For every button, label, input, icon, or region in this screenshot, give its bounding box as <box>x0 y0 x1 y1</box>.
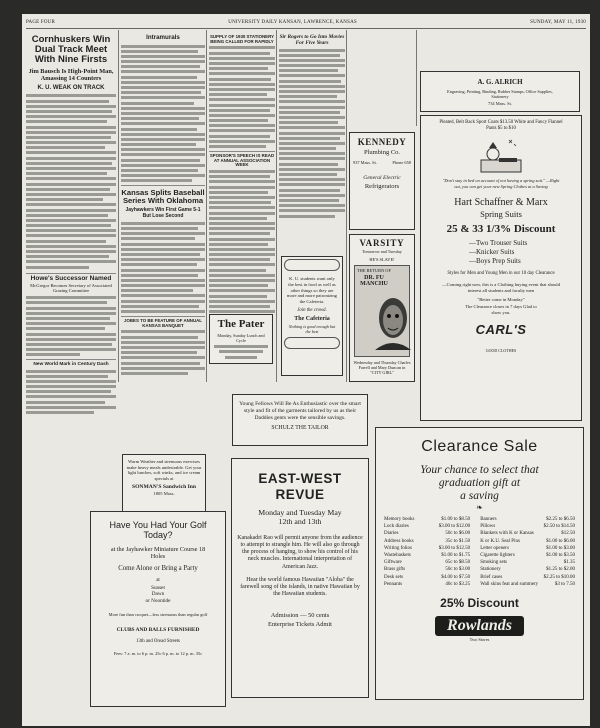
ad-sandwich-name: SONMAN'S Sandwich Inn <box>131 484 197 491</box>
varsity-film-line1: THE RETURN OF <box>357 268 391 273</box>
kennedy-name: KENNEDY <box>357 137 407 147</box>
ornament-icon: ❧ <box>476 503 483 512</box>
golf-invite: Come Alone or Bring a Party <box>118 564 198 572</box>
clearance-line1: Your chance to select that <box>420 464 539 476</box>
price-row: Brief cases $2.25 to $10.00 <box>480 574 575 580</box>
column-stationery <box>209 32 275 332</box>
golf-fees: Fees: 7 a. m. to 6 p. m. 25c 6 p. m. to 12 p. m. 35c <box>113 651 203 657</box>
headline-rogers: Sir Rogers to Go Into Movies For Five Years <box>279 34 345 46</box>
golf-at: at <box>156 577 160 583</box>
schulz-text: Young Fellows Will Be As Enthusiastic over the smart style and fit of the garments tailored by us as their Daddies gents were the sensible savings. <box>239 401 361 421</box>
alrich-name: A. G. ALRICH <box>477 78 523 86</box>
revue-title-1: EAST-WEST <box>258 471 342 486</box>
masthead <box>26 16 586 29</box>
golf-time: Dawn <box>151 591 165 598</box>
headline-intramurals: Intramurals <box>146 34 180 41</box>
revue-body-1: Kanakadri Rao will permit anyone from the audience to attempt to strangle him. He will also go through the process of hanging, to show his control of his neck muscles. International interpretation of American Jazz. <box>237 534 363 570</box>
ad-schulz <box>232 394 368 446</box>
varsity-line: Tomorrow and Tuesday <box>362 249 402 254</box>
clearance-line3: a saving <box>460 490 499 502</box>
varsity-film-title: DR. FU MANCHU <box>360 275 388 288</box>
subhead-ku-weak: K. U. WEAK ON TRACK <box>37 85 105 92</box>
villain-face-icon <box>355 266 413 354</box>
carls-item-list <box>469 239 581 266</box>
alrich-addr: 734 Mass. St. <box>488 101 512 106</box>
headline-howe: Howe's Successor Named <box>26 273 116 283</box>
price-row: Smoking sets $1.35 <box>480 560 575 566</box>
ad-sandwich-addr: 1805 Mass. <box>153 491 175 497</box>
paper-name: UNIVERSITY DAILY KANSAN, LAWRENCE, KANSAS <box>228 19 357 25</box>
price-row: Memory books $1.00 to $8.50 <box>384 517 471 522</box>
golf-time: or Noontide <box>145 597 171 604</box>
revue-tickets: Enterprise Tickets Admit <box>268 621 332 629</box>
ad-sandwich-text: Warm Weather and strenuous exercises make heavy meals undesirable. Get your light lunches, soft winks, and ice cream specials at <box>126 459 202 481</box>
revue-title-2: REVUE <box>275 487 325 502</box>
ad-varsity <box>349 234 415 382</box>
ad-east-west-revue <box>231 458 369 698</box>
varsity-promo: HE'S SLAVE! <box>369 257 395 262</box>
carls-logo-sub: GOOD CLOTHES <box>485 348 517 354</box>
revue-dates: Monday and Tuesday May 12th and 13th <box>258 508 342 527</box>
carls-notice: —Coming right now, this is a Clothing buying event that should interest all students and faculty men <box>442 282 560 293</box>
carls-discount: 25 & 33 1/3% Discount <box>446 223 556 236</box>
column-movies <box>279 32 345 252</box>
clearance-right-column <box>480 516 575 588</box>
price-row: K or K.U. Seal Pins $1.00 to $6.00 <box>480 538 575 544</box>
carls-brand: Hart Schaffner & Marx <box>454 197 548 209</box>
clearance-line2: graduation gift at <box>438 477 521 489</box>
ad-cafeteria <box>281 256 343 376</box>
price-row: Wall skins feat and summery $3 to 7.50 <box>480 581 575 587</box>
price-row: Letter openers $1.00 to $3.00 <box>480 545 575 551</box>
cafeteria-join: Join the crowd. <box>297 307 327 313</box>
price-row: Desk sets $4.00 to $7.50 <box>384 574 471 580</box>
page-number: PAGE FOUR <box>26 19 55 25</box>
kennedy-line: Plumbing Co. <box>363 149 401 156</box>
carls-item: —Boys Prep Suits <box>469 257 521 266</box>
column-sports <box>26 32 116 462</box>
carls-caption: "Don't stay in bed on account of not having a spring suit." —Right out, you can get your new Spring Clothes at a Saving <box>442 178 560 189</box>
price-row: Writing folios $3.00 to $12.50 <box>384 545 471 551</box>
golf-place: at the Jayhawker Miniature Course 18 Holes <box>110 546 206 561</box>
column-intramurals <box>121 32 205 382</box>
headline-sponsor: SPONSOR'S SPEECH IS READ AT ANNUAL ASSOCIATION WEEK <box>209 153 275 168</box>
golf-clubs: CLUBS AND BALLS FURNISHED <box>116 627 200 634</box>
kennedy-phone: Phone 658 <box>392 160 411 165</box>
golf-times <box>91 585 225 604</box>
cafeteria-text: K. U. students want only the best in food as well as other things so they are more and more patronizing the Cafeteria. <box>287 276 337 305</box>
carls-item: —Two Trouser Suits <box>469 239 528 248</box>
price-row: Stationery $1.25 to $2.00 <box>480 567 575 573</box>
newspaper-page <box>22 14 590 726</box>
ad-the-pater <box>209 314 273 364</box>
price-row: Banners $2.25 to $6.50 <box>480 517 575 522</box>
ad-alrich <box>420 71 580 112</box>
ad-carls <box>420 115 582 421</box>
golf-time: Sunset <box>151 584 165 591</box>
carls-days: The Clearance closes in 7 days Glad to show you. <box>465 303 537 315</box>
pater-text: Monday, Sunday Lunch and Cycle <box>217 333 265 343</box>
headline-cornhuskers: Cornhuskers Win Dual Track Meet With Nine Firsts <box>31 34 111 65</box>
rowlands-sub: Two Stores <box>469 637 490 643</box>
price-row: Diaries 50c to $6.00 <box>384 531 471 537</box>
rowlands-logo: Rowlands <box>435 616 524 636</box>
schulz-name: SCHULZ THE TAILOR <box>271 425 329 432</box>
alrich-desc: Engraving, Printing, Binding, Rubber Stamps, Office Supplies, Stationery <box>447 89 553 99</box>
carls-suits: Spring Suits <box>480 209 522 220</box>
golf-location: 13th and Oread Streets <box>136 639 180 645</box>
subhead-bausch: Jim Bausch Is High-Point Man, Amassing 14 Counters <box>28 67 114 82</box>
price-row: Brass gifts 50c to $3.00 <box>384 567 471 573</box>
ad-kennedy <box>349 132 415 230</box>
varsity-poster <box>354 265 410 357</box>
clearance-discount: 25% Discount <box>440 596 519 611</box>
price-row: Lock diaries $3.00 to $12.00 <box>384 524 471 530</box>
kennedy-product: Refrigerators <box>364 183 400 190</box>
kennedy-address: 937 Mass. St. <box>353 160 377 165</box>
subhead-mcgregor: McGregor Becomes Secretary of Associated Grazing Committee <box>30 283 112 294</box>
price-row: Pennants 40c to $3.25 <box>384 581 471 587</box>
pater-title: The Pater <box>217 318 265 330</box>
cafeteria-tag: Nothing is good enough but the best <box>288 323 336 334</box>
carls-sooner: "Better come in Monday" <box>477 296 525 302</box>
headline-stationery: SUPPLY OF 1930 STATIONERY BEING CALLED FOR RAPIDLY <box>209 34 275 44</box>
varsity-caption: Wednesday and Thursday Charles Farrell and Mary Duncan in "CITY GIRL" <box>353 360 411 376</box>
sleeping-man-icon <box>479 136 523 176</box>
kennedy-brand: General Electric <box>363 175 401 181</box>
ad-golf <box>90 511 226 707</box>
revue-admission: Admission — 50 cents <box>270 612 330 620</box>
varsity-name: VARSITY <box>359 238 405 248</box>
price-row: Cigarette lighters $1.00 to $3.50 <box>480 553 575 559</box>
clearance-left-column <box>384 516 470 588</box>
golf-title: Have You Had Your Golf Today? <box>109 520 207 540</box>
ad-clearance-sale <box>375 427 584 700</box>
carls-styles: Styles for Men and Young Men in our 10 day Clearance <box>447 271 555 277</box>
headline-jobes: JOBES TO BE FEATURE OF ANNUAL KANSAS BANQUET <box>121 316 205 328</box>
carls-logo-text: CARL'S <box>475 322 527 338</box>
golf-note: More fun than croquet—less strenuous than regular golf <box>108 612 208 618</box>
price-row: Pillows $2.50 to $14.50 <box>480 524 575 530</box>
cafeteria-name: The Cafeteria <box>294 315 330 322</box>
ad-sandwich-inn <box>122 454 206 518</box>
price-row: Wastebaskets $1.00 to $1.75 <box>384 553 471 559</box>
clearance-title: Clearance Sale <box>421 438 538 455</box>
issue-date: SUNDAY, MAY 11, 1930 <box>530 19 586 25</box>
carls-logo <box>421 321 581 357</box>
subhead-jayhawkers: Jayhawkers Win First Game 5-1 But Lose Second <box>125 207 201 219</box>
clearance-price-list <box>376 512 583 588</box>
carls-top-text: Pleated, Belt Back Sport Coats $13.50 White and Fancy Flannel Pants $5 to $10 <box>439 120 563 131</box>
price-row: Address books 35c to $1.50 <box>384 538 471 544</box>
revue-body-2: Hear the world famous Hawaiian "Aloha" the farewell song of the islands, in native Hawaiian by the Hawaiian students. <box>240 576 360 598</box>
headline-baseball: Kansas Splits Baseball Series With Oklahoma <box>121 185 205 205</box>
price-row: Giftware 65c to $8.50 <box>384 560 471 566</box>
price-row: Blankets with K or Kansas $12.50 <box>480 531 575 537</box>
headline-world-mark: New World Mark in Century Dash <box>26 359 116 367</box>
carls-item: —Knicker Suits <box>469 248 515 257</box>
